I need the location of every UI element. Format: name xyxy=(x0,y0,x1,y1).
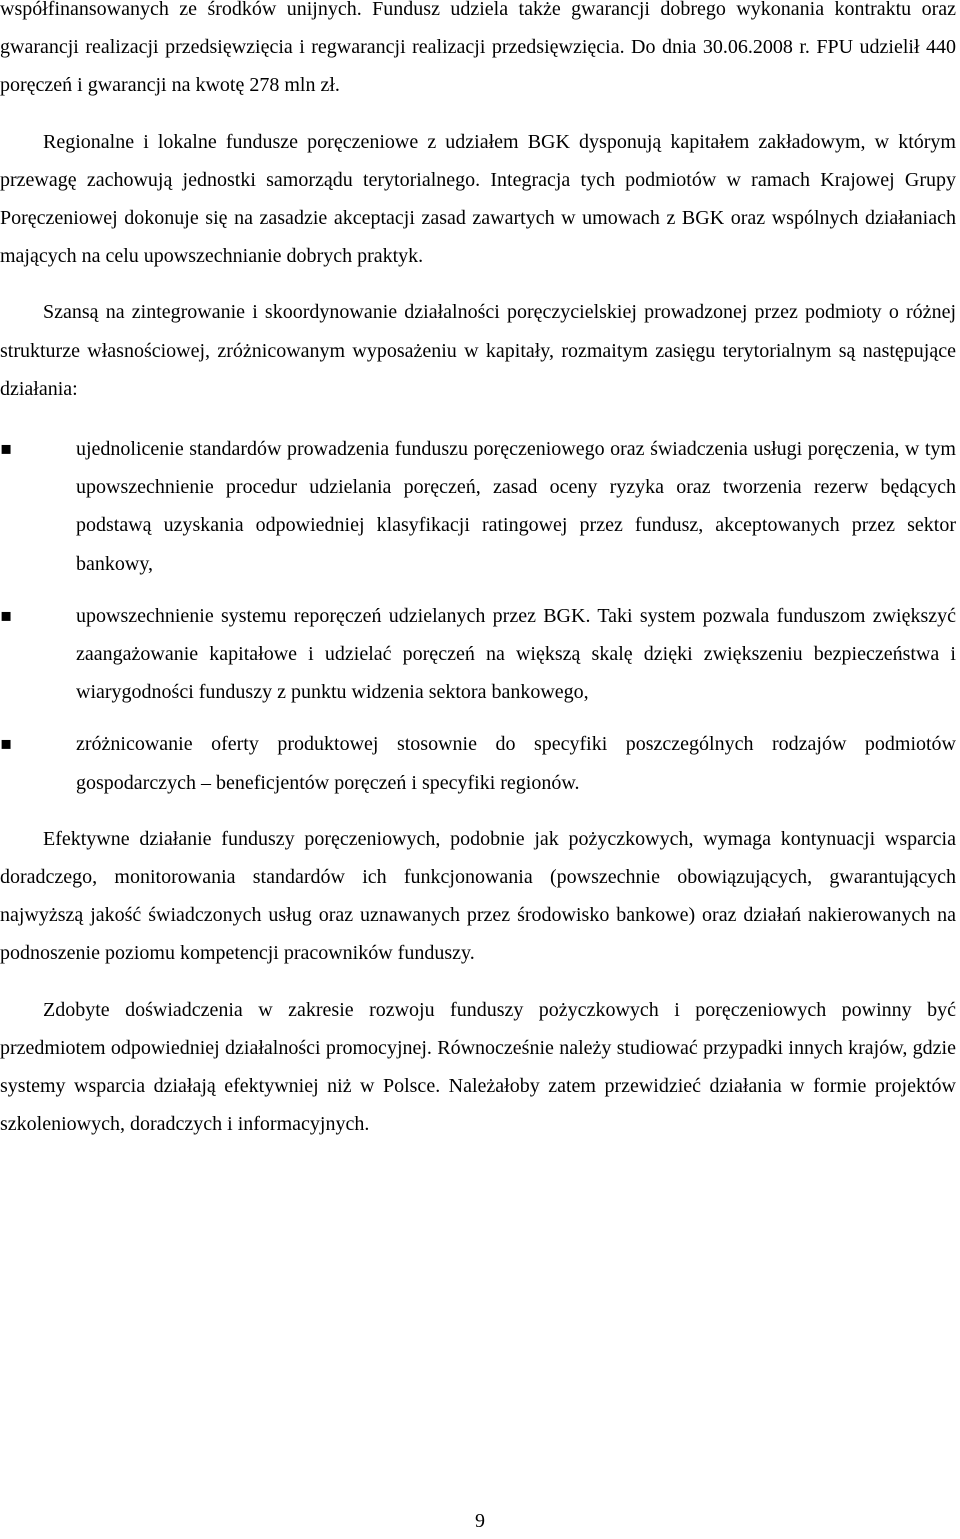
bullet-text: ujednolicenie standardów prowadzenia funduszu poręczeniowego oraz świadczenia usługi poręczenia, w tym upowszechnienie procedur udzielania poręczeń, zasad oceny ryzyka oraz tworzenia rezerw będących podstawą uzyskania odpowiedniej klasyfikacji ratingowej przez fundusz, akceptowanych przez sektor bankowy, xyxy=(76,438,956,575)
square-bullet-icon: ▪ xyxy=(0,733,13,755)
bullet-item-counter-guarantees xyxy=(0,597,956,712)
paragraph-experience-promotion: Zdobyte doświadczenia w zakresie rozwoju funduszy pożyczkowych i poręczeniowych powinny być przedmiotem odpowiedniej działalności promocyjnej. Równocześnie należy studiować przypadki innych krajów, gdzie systemy wsparcia działają efektywniej niż w Polsce. Należałoby zatem przewidzieć działania w formie projektów szkoleniowych, doradczych i informacyjnych. xyxy=(0,998,956,1136)
bullet-item-standards xyxy=(0,430,956,583)
page-number: 9 xyxy=(475,1510,485,1532)
paragraph-effective-operation: Efektywne działanie funduszy poręczeniowych, podobnie jak pożyczkowych, wymaga kontynuacji wsparcia doradczego, monitorowania standardów ich funkcjonowania (powszechnie obowiązujących, gwarantujących najwyższą jakość świadczonych usług oraz uznawanych przez środowisko bankowe) oraz działań nakierowanych na podnoszenie poziomu kompetencji pracowników funduszy. xyxy=(0,827,956,965)
bullet-item-product-offer xyxy=(0,725,956,801)
bullet-text: upowszechnienie systemu reporęczeń udzielanych przez BGK. Taki system pozwala funduszom zwiększyć zaangażowanie kapitałowe i udzielać poręczeń na większą skalę dzięki zwiększeniu bezpieczeństwa i wiarygodności funduszy z punktu widzenia sektora bankowego, xyxy=(76,604,956,704)
bullet-text: zróżnicowanie oferty produktowej stosownie do specyfiki poszczególnych rodzajów podmiotów gospodarczych – beneficjentów poręczeń i specyfiki regionów. xyxy=(76,733,956,794)
paragraph-fpu-guarantees: współfinansowanych ze środków unijnych. Fundusz udziela także gwarancji dobrego wykonania kontraktu oraz gwarancji realizacji przedsięwzięcia i regwarancji realizacji przedsięwzięcia. Do dnia 30.06.2008 r. FPU udzielił 440 poręczeń i gwarancji na kwotę 278 mln zł. xyxy=(0,0,956,97)
paragraph-regional-funds: Regionalne i lokalne fundusze poręczeniowe z udziałem BGK dysponują kapitałem zakładowym, w którym przewagę zachowują jednostki samorządu terytorialnego. Integracja tych podmiotów w ramach Krajowej Grupy Poręczeniowej dokonuje się na zasadzie akceptacji zasad zawartych w umowach z BGK oraz wspólnych działaniach mających na celu upowszechnianie dobrych praktyk. xyxy=(0,130,956,268)
actions-bullet-list xyxy=(0,430,956,802)
square-bullet-icon: ▪ xyxy=(0,604,13,626)
paragraph-integration-opportunity: Szansą na zintegrowanie i skoordynowanie działalności poręczycielskiej prowadzonej przez podmioty o różnej strukturze własnościowej, zróżnicowanym wyposażeniu w kapitały, rozmaitym zasięgu terytorialnym są następujące działania: xyxy=(0,301,956,400)
square-bullet-icon: ▪ xyxy=(0,438,13,460)
